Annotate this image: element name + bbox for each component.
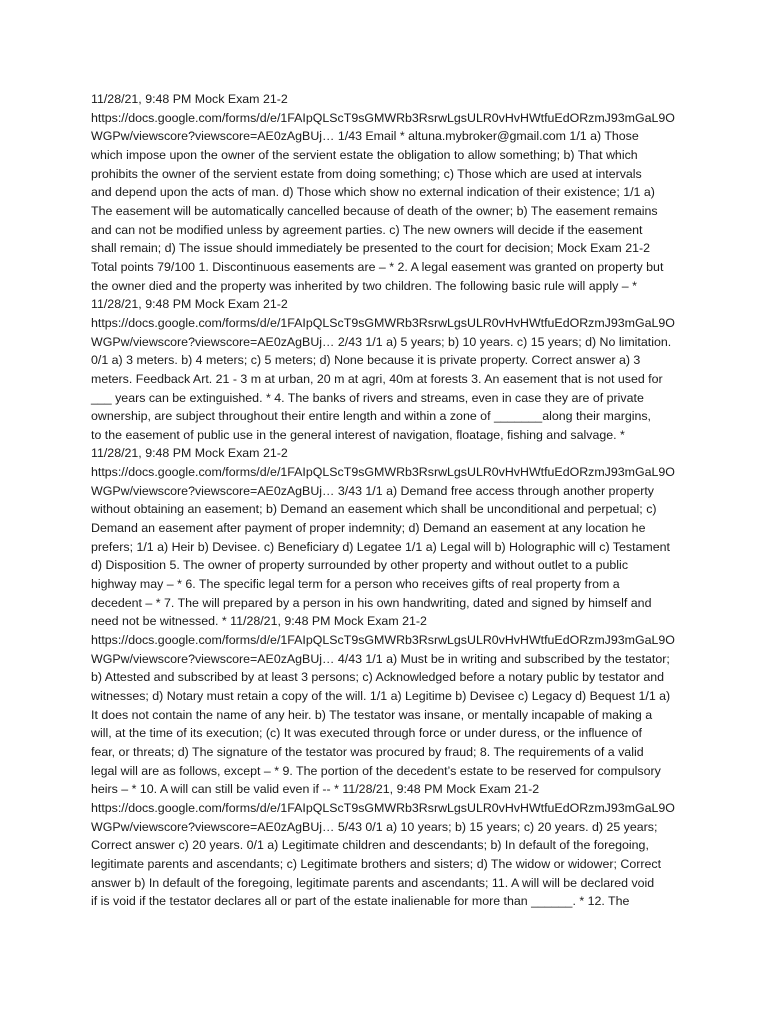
text-line: without obtaining an easement; b) Demand an easement which shall be unconditional and perpetual; c) [91,502,657,517]
text-line: WGPw/viewscore?viewscore=AE0zAgBUj… 5/43 0/1 a) 10 years; b) 15 years; c) 20 years. d) 25 years; [91,819,658,834]
text-line: WGPw/viewscore?viewscore=AE0zAgBUj… 1/43 Email * altuna.mybroker@gmail.com 1/1 a) Those [91,129,639,144]
text-line: answer b) In default of the foregoing, legitimate parents and ascendants; 11. A will will be declared void [91,875,655,890]
text-line: meters. Feedback Art. 21 - 3 m at urban, 20 m at agri, 40m at forests 3. An easement that is not used for [91,371,663,386]
text-line: https://docs.google.com/forms/d/e/1FAIpQLScT9sGMWRb3RsrwLgsULR0vHvHWtfuEdORzmJ93mGaL9O [91,315,675,330]
text-line: https://docs.google.com/forms/d/e/1FAIpQLScT9sGMWRb3RsrwLgsULR0vHvHWtfuEdORzmJ93mGaL9O [91,465,675,480]
text-line: https://docs.google.com/forms/d/e/1FAIpQLScT9sGMWRb3RsrwLgsULR0vHvHWtfuEdORzmJ93mGaL9O [91,800,675,815]
text-line: ownership, are subject throughout their entire length and within a zone of _______along their margins, [91,409,652,424]
text-line: WGPw/viewscore?viewscore=AE0zAgBUj… 4/43 1/1 a) Must be in writing and subscribed by the testator; [91,651,670,666]
text-line: witnesses; d) Notary must retain a copy of the will. 1/1 a) Legitime b) Devisee c) Legacy d) Bequest 1/1 a) [91,689,671,703]
text-line: legal will are as follows, except – * 9. The portion of the decedent’s estate to be reserved for compulsory [91,763,661,778]
text-line: https://docs.google.com/forms/d/e/1FAIpQLScT9sGMWRb3RsrwLgsULR0vHvHWtfuEdORzmJ93mGaL9O [91,633,675,648]
text-line: prohibits the owner of the servient estate from doing something; c) Those which are used at intervals [91,166,642,181]
text-line: The easement will be automatically cancelled because of death of the owner; b) The easement remains [91,203,658,218]
text-line: to the easement of public use in the general interest of navigation, floatage, fishing and salvage. * [91,427,625,442]
text-line: d) Disposition 5. The owner of property surrounded by other property and without outlet to a public [91,558,629,573]
text-line: 0/1 a) 3 meters. b) 4 meters; c) 5 meters; d) None because it is private property. Correct answer a) 3 [91,353,641,368]
text-line: heirs – * 10. A will can still be valid even if -- * 11/28/21, 9:48 PM Mock Exam 21-2 [91,782,540,797]
text-line: Correct answer c) 20 years. 0/1 a) Legitimate children and descendants; b) In default of the foregoing, [91,838,649,853]
text-line: highway may – * 6. The specific legal term for a person who receives gifts of real property from a [91,577,620,592]
text-line: 11/28/21, 9:48 PM Mock Exam 21-2 [91,297,288,312]
document-body-text [91,90,703,911]
text-line: the owner died and the property was inherited by two children. The following basic rule will apply – * [91,278,637,293]
text-line: 11/28/21, 9:48 PM Mock Exam 21-2 [91,446,288,461]
text-line: legitimate parents and ascendants; c) Legitimate brothers and sisters; d) The widow or widower; Correct [91,856,662,871]
text-line: It does not contain the name of any heir. b) The testator was insane, or mentally incapable of making a [91,707,653,722]
text-line: shall remain; d) The issue should immediately be presented to the court for decision; Mock Exam 21-2 [91,241,651,256]
text-line: will, at the time of its execution; (c) It was executed through force or under duress, or the influence of [91,726,642,741]
text-line: WGPw/viewscore?viewscore=AE0zAgBUj… 3/43 1/1 a) Demand free access through another property [91,483,655,498]
text-line: and can not be modified unless by agreement parties. c) The new owners will decide if the easement [91,222,643,237]
text-line: Demand an easement after payment of proper indemnity; d) Demand an easement at any location he [91,521,646,536]
text-line: ___ years can be extinguished. * 4. The banks of rivers and streams, even in case they are of private [91,390,644,405]
text-line: need not be witnessed. * 11/28/21, 9:48 PM Mock Exam 21-2 [91,614,427,629]
text-line: and depend upon the acts of man. d) Those which show no external indication of their existence; 1/1 a) [91,185,655,200]
text-line: b) Attested and subscribed by at least 3 persons; c) Acknowledged before a notary public by testator and [91,670,665,685]
text-line: if is void if the testator declares all or part of the estate inalienable for more than ______. * 12. The [91,894,630,909]
text-line: 11/28/21, 9:48 PM Mock Exam 21-2 [91,92,288,106]
text-line: fear, or threats; d) The signature of the testator was procured by fraud; 8. The requirements of a valid [91,744,644,759]
text-line: decedent – * 7. The will prepared by a person in his own handwriting, dated and signed by himself and [91,595,652,610]
document-page [91,90,703,911]
text-line: Total points 79/100 1. Discontinuous easements are – * 2. A legal easement was granted on property but [91,259,664,274]
text-line: which impose upon the owner of the servient estate the obligation to allow something; b) That which [91,147,638,162]
text-line: prefers; 1/1 a) Heir b) Devisee. c) Beneficiary d) Legatee 1/1 a) Legal will b) Holographic will c) Testament [91,539,670,554]
text-line: WGPw/viewscore?viewscore=AE0zAgBUj… 2/43 1/1 a) 5 years; b) 10 years. c) 15 years; d) No limitation. [91,334,672,349]
text-line: https://docs.google.com/forms/d/e/1FAIpQLScT9sGMWRb3RsrwLgsULR0vHvHWtfuEdORzmJ93mGaL9O [91,110,675,125]
